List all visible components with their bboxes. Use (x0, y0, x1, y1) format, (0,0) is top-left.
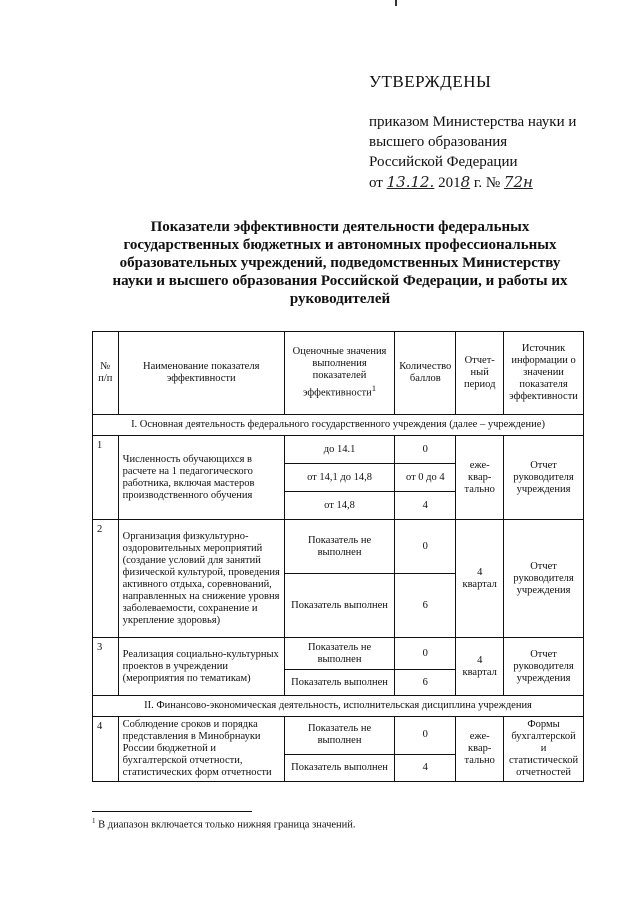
row1-num: 1 (93, 436, 119, 520)
row4-points-1: 0 (395, 717, 456, 755)
row4-value-1: Показатель не выполнен (284, 717, 394, 755)
row3-points-2: 6 (395, 670, 456, 696)
row2-num: 2 (93, 520, 119, 638)
document-title: Показатели эффективности деятельности федеральных государственных бюджетных и автономных профессиональных образовательных учреждений, подведомственных Министерству науки и высшего образования Российской Федерации, и работы их руководителей (112, 219, 568, 307)
header-points: Количество баллов (395, 332, 456, 415)
row2-period: 4 квартал (456, 520, 504, 638)
row2-points-1: 0 (395, 520, 456, 574)
row1-value-2: от 14,1 до 14,8 (284, 464, 394, 492)
table-row (93, 520, 584, 574)
row4-period: еже-квар-тально (456, 717, 504, 782)
year-handwritten: 8 (460, 173, 471, 192)
row3-points-1: 0 (395, 638, 456, 670)
row2-name: Организация физкультурно-оздоровительных мероприятий (создание условий для занятий физической культурой, проведения активного отдыха, соревнований, направленных на снижение уровня заболеваемости, сохранение и укрепление здоровья) (118, 520, 284, 638)
date-prefix: от (369, 175, 383, 192)
section-row-1 (93, 415, 584, 436)
indicators-table (92, 331, 584, 782)
row1-name: Численность обучающихся в расчете на 1 педагогического работника, включая мастеров производственного обучения (118, 436, 284, 520)
row1-value-3: от 14,8 (284, 492, 394, 520)
header-values-sup: 1 (371, 383, 377, 394)
row3-name: Реализация социально-культурных проектов в учреждении (мероприятия по тематикам) (118, 638, 284, 696)
row3-value-1: Показатель не выполнен (284, 638, 394, 670)
row3-value-2: Показатель выполнен (284, 670, 394, 696)
row2-value-1: Показатель не выполнен (284, 520, 394, 574)
table-row (93, 717, 584, 755)
row3-num: 3 (93, 638, 119, 696)
approval-line-3: Российской Федерации (369, 154, 518, 171)
header-source: Источник информации о значении показателя эффективности (504, 332, 584, 415)
number-handwritten: 72н (503, 173, 533, 192)
footnote-sup: 1 (92, 817, 96, 825)
approval-block (369, 72, 576, 193)
approval-line-2: высшего образования (369, 134, 508, 151)
row4-value-2: Показатель выполнен (284, 754, 394, 781)
approval-heading: УТВЕРЖДЕНЫ (369, 72, 492, 91)
row2-source: Отчет руководителя учреждения (504, 520, 584, 638)
section-1-title: I. Основная деятельность федерального государственного учреждения (далее – учреждение) (93, 415, 584, 436)
section-2-title: II. Финансово-экономическая деятельность, исполнительская дисциплина учреждения (93, 696, 584, 717)
scan-mark (395, 0, 397, 6)
header-values-text: Оценочные значения выполнения показателей эффективности (292, 346, 387, 399)
table-header-row (93, 332, 584, 415)
footnote-divider (92, 811, 252, 812)
number-prefix: г. № (473, 175, 501, 192)
row1-points-1: 0 (395, 436, 456, 464)
approval-date-line (369, 172, 576, 193)
footnote (92, 817, 356, 831)
row4-name: Соблюдение сроков и порядка представления в Минобрнауки России бюджетной и бухгалтерской отчетности, статистических форм отчетности (118, 717, 284, 782)
table-row (93, 436, 584, 464)
date-handwritten: 13.12. (386, 173, 435, 192)
table-row (93, 638, 584, 670)
row1-period: еже-квар-тально (456, 436, 504, 520)
row4-points-2: 4 (395, 754, 456, 781)
row1-points-2: от 0 до 4 (395, 464, 456, 492)
approval-line-1: приказом Министерства науки и (369, 114, 577, 131)
header-values (284, 332, 394, 415)
row1-points-3: 4 (395, 492, 456, 520)
footnote-text: В диапазон включается только нижняя граница значений. (98, 819, 356, 831)
row1-source: Отчет руководителя учреждения (504, 436, 584, 520)
header-num: № п/п (93, 332, 119, 415)
row2-value-2: Показатель выполнен (284, 574, 394, 638)
year-prefix: 201 (438, 175, 461, 192)
header-period: Отчет-ный период (456, 332, 504, 415)
row3-source: Отчет руководителя учреждения (504, 638, 584, 696)
row1-value-1: до 14.1 (284, 436, 394, 464)
header-name: Наименование показателя эффективности (118, 332, 284, 415)
row4-num: 4 (93, 717, 119, 782)
row3-period: 4 квартал (456, 638, 504, 696)
row4-source: Формы бухгалтерской и статистической отчетностей (504, 717, 584, 782)
section-row-2 (93, 696, 584, 717)
row2-points-2: 6 (395, 574, 456, 638)
